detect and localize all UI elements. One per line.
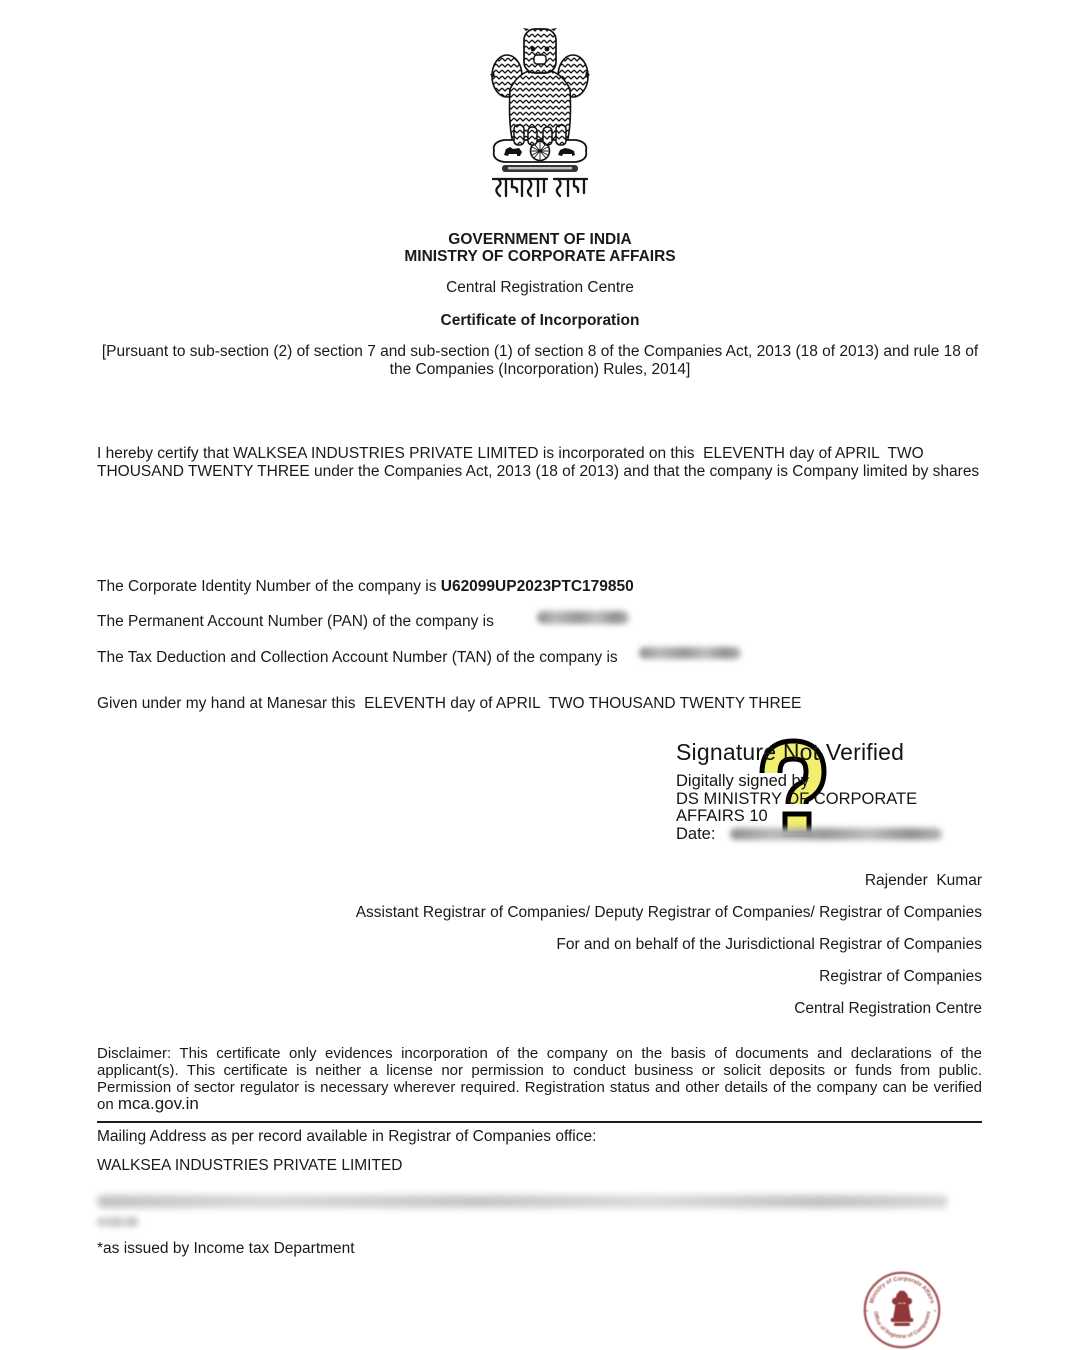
disclaimer-body: Disclaimer: This certificate only evidences incorporation of the company on the basis of documents and declarations of the applicant(s). This certificate is neither a license nor permission to conduct business or solicit deposits or funds from public. Permission of sector regulator is necessary wherever required. Registration status and other details of the company can be verified on [97,1045,982,1114]
certify-post-text: is incorporated on this ELEVENTH day of APRIL TWO THOUSAND TWENTY THREE under the Companies Act, 2013 (18 of 2013) and that the company is Company limited by shares [97,445,980,480]
emblem-caption [492,176,588,200]
tan-line: The Tax Deduction and Collection Account Number (TAN) of the company is [97,649,622,666]
signatory-on-behalf: For and on behalf of the Jurisdictional Registrar of Companies [556,936,982,953]
signatory-name: Rajender Kumar [864,872,982,889]
address-redacted-line-2 [97,1217,139,1227]
certification-paragraph [97,445,983,480]
seal-star-right-icon: • [934,1308,936,1315]
pursuant-text: [Pursuant to sub-section (2) of section 7 and sub-section (1) of section 8 of the Companies Act, 2013 (18 of 2013) and rule 18 of the Companies (Incorporation) Rules, 2014] [101,343,983,378]
pan-line: The Permanent Account Number (PAN) of the company is [97,613,499,630]
disclaimer-text [97,1046,982,1114]
cin-line [97,578,983,596]
cin-label: The Corporate Identity Number of the company is [97,578,441,595]
seal-arc-top-text: Ministry of Corporate Affairs [869,1276,935,1305]
central-registration-centre-heading: Central Registration Centre [446,279,634,296]
footnote-text: *as issued by Income tax Department [97,1240,355,1257]
certificate-title: Certificate of Incorporation [440,312,640,329]
certify-pre-text: I hereby certify that [97,445,234,462]
seal-pillar-icon [891,1291,913,1326]
seal-star-left-icon: • [866,1308,868,1315]
cin-value: U62099UP2023PTC179850 [440,578,634,595]
signer-name-line-2: AFFAIRS 10 [676,807,768,825]
mailing-address-label: Mailing Address as per record available in Registrar of Companies office: [97,1128,597,1145]
given-under-hand-line: Given under my hand at Manesar this ELEVENTH day of APRIL TWO THOUSAND TWENTY THREE [97,695,802,712]
signatory-centre: Central Registration Centre [794,1000,982,1017]
address-redacted-line-1 [97,1195,948,1208]
mca-website-text: mca.gov.in [117,1094,199,1114]
date-label: Date: [676,824,716,843]
signer-name-line-1: DS MINISTRY OF CORPORATE [676,789,918,808]
government-of-india-heading: GOVERNMENT OF INDIA [448,231,632,248]
mailing-company-name: WALKSEA INDUSTRIES PRIVATE LIMITED [97,1157,403,1174]
date-value-redacted [730,828,942,840]
signatory-office: Registrar of Companies [819,968,982,985]
digitally-signed-by-label: Digitally signed by [676,772,809,790]
signature-not-verified-block [676,739,942,843]
tan-value-redacted [639,647,741,659]
ministry-heading: MINISTRY OF CORPORATE AFFAIRS [404,248,676,265]
company-name: WALKSEA INDUSTRIES PRIVATE LIMITED [233,445,539,462]
signatory-designation: Assistant Registrar of Companies/ Deputy Registrar of Companies/ Registrar of Companies [355,904,982,921]
signature-status-text: Signature Not Verified [676,739,905,765]
roc-seal-icon [862,1270,942,1350]
pan-value-redacted [537,611,629,624]
ashoka-emblem-icon [484,27,596,174]
seal-arc-bottom-text: Office of Registrar of Companies [871,1310,932,1341]
divider-line [97,1121,982,1123]
signature-date-line [676,826,942,844]
